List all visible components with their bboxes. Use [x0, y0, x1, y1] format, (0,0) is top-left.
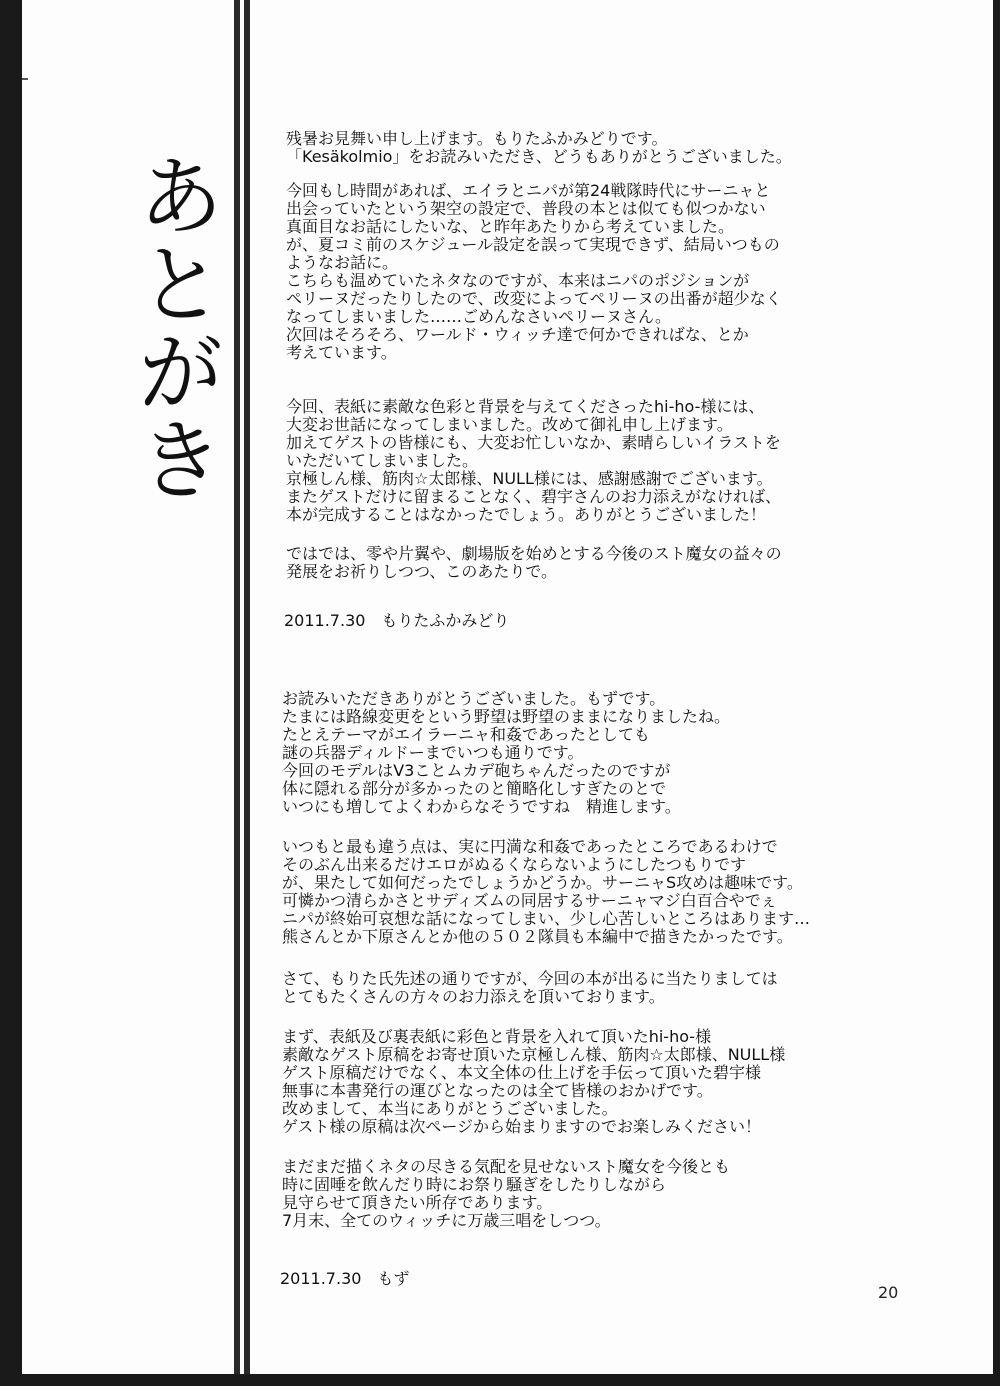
morita-signature: 2011.7.30 もりたふかみどり: [284, 611, 510, 630]
mozu-paragraph-1: お読みいただきありがとうございました。もずです。 たまには路線変更をという野望は野望のままになりましたね。 たとえテーマがエイラーニャ和姦であったとしても 謎の兵器ディルドーまでいつも通りです。 今回のモデルはV3ことムカデ砲ちゃんだったのですが 体に隠れる部分が多かったのと簡略化しすぎたのとで いつにも増してよくわからなそうですね 精進します。: [282, 689, 731, 816]
mozu-paragraph-4: まず、表紙及び裏表紙に彩色と背景を入れて頂いたhi-ho-様 素敵なゲスト原稿をお寄せ頂いた京極しん様、筋肉☆太郎様、NULL様 ゲスト原稿だけでなく、本文全体の仕上げを手伝って頂いた碧宇様 無事に本書発行の運びとなったのは全て皆様のおかげです。 改めまして、本当にありがとうございました。 ゲスト様の原稿は次ページから始まりますのでお楽しみください！: [282, 1027, 786, 1136]
mozu-paragraph-3: さて、もりた氏先述の通りですが、今回の本が出るに当たりましては とてもたくさんの方々のお力添えを頂いております。: [282, 969, 778, 1006]
morita-paragraph-3: ではでは、零や片翼や、劇場版を始めとする今後のスト魔女の益々の 発展をお祈りしつつ、このあたりで。: [286, 544, 782, 581]
scan-mark: [22, 78, 28, 80]
mozu-signature: 2011.7.30 もず: [280, 1269, 410, 1288]
morita-paragraph-2: 今回、表紙に素敵な色彩と背景を与えてくださったhi-ho-様には、 大変お世話になってしまいました。改めて御礼申し上げます。 加えてゲストの皆様にも、大変お忙しいなか、素晴らしいイラストを いただいてしまいました。 京極しん様、筋肉☆太郎様、NULL様には、感謝感謝でございます。 またゲストだけに留まることなく、碧宇さんのお力添えがなければ、 本が完成することはなかったでしょう。ありがとうございました！: [286, 397, 782, 524]
morita-greeting: 残暑お見舞い申し上げます。もりたふかみどりです。 「Kesäkolmio」をお読みいただき、どうもありがとうございました。: [286, 129, 792, 166]
afterword-title: あとがき: [123, 150, 226, 502]
mozu-paragraph-5: まだまだ描くネタの尽きる気配を見せないスト魔女を今後とも 時に固唾を飲んだり時にお祭り騒ぎをしたりしながら 見守らせて頂きたい所存であります。 7月末、全てのウィッチに万歳三唱をしつつ。: [282, 1157, 731, 1230]
page-number: 20: [878, 1283, 899, 1302]
mozu-paragraph-2: いつもと最も違う点は、実に円満な和姦であったところであるわけで そのぶん出来るだけエロがぬるくならないようにしたつもりです が、果たして如何だったでしょうかどうか。サーニャS攻めは趣味です。 可憐かつ清らかさとサディズムの同居するサーニャマジ白百合やでぇ ニパが終始可哀想な話になってしまい、少し心苦しいところはあります… 熊さんとか下原さんとか他の５０２隊員も本編中で描きたかったです。: [282, 837, 811, 946]
morita-paragraph-1: 今回もし時間があれば、エイラとニパが第24戦隊時代にサーニャと 出会っていたという架空の設定で、普段の本とは似ても似つかない 真面目なお話にしたいな、と昨年あたりから考えていました。 が、夏コミ前のスケジュール設定を誤って実現できず、結局いつもの ようなお話に。 こちらも温めていたネタなのですが、本来はニパのポジションが ペリーヌだったりしたので、改変によってペリーヌの出番が超少なく なってしまいました……ごめんなさいペリーヌさん。 次回はそろそろ、ワールド・ウィッチ達で何かできればな、とか 考えています。: [286, 181, 782, 362]
vertical-rule-gap: [240, 0, 244, 1374]
